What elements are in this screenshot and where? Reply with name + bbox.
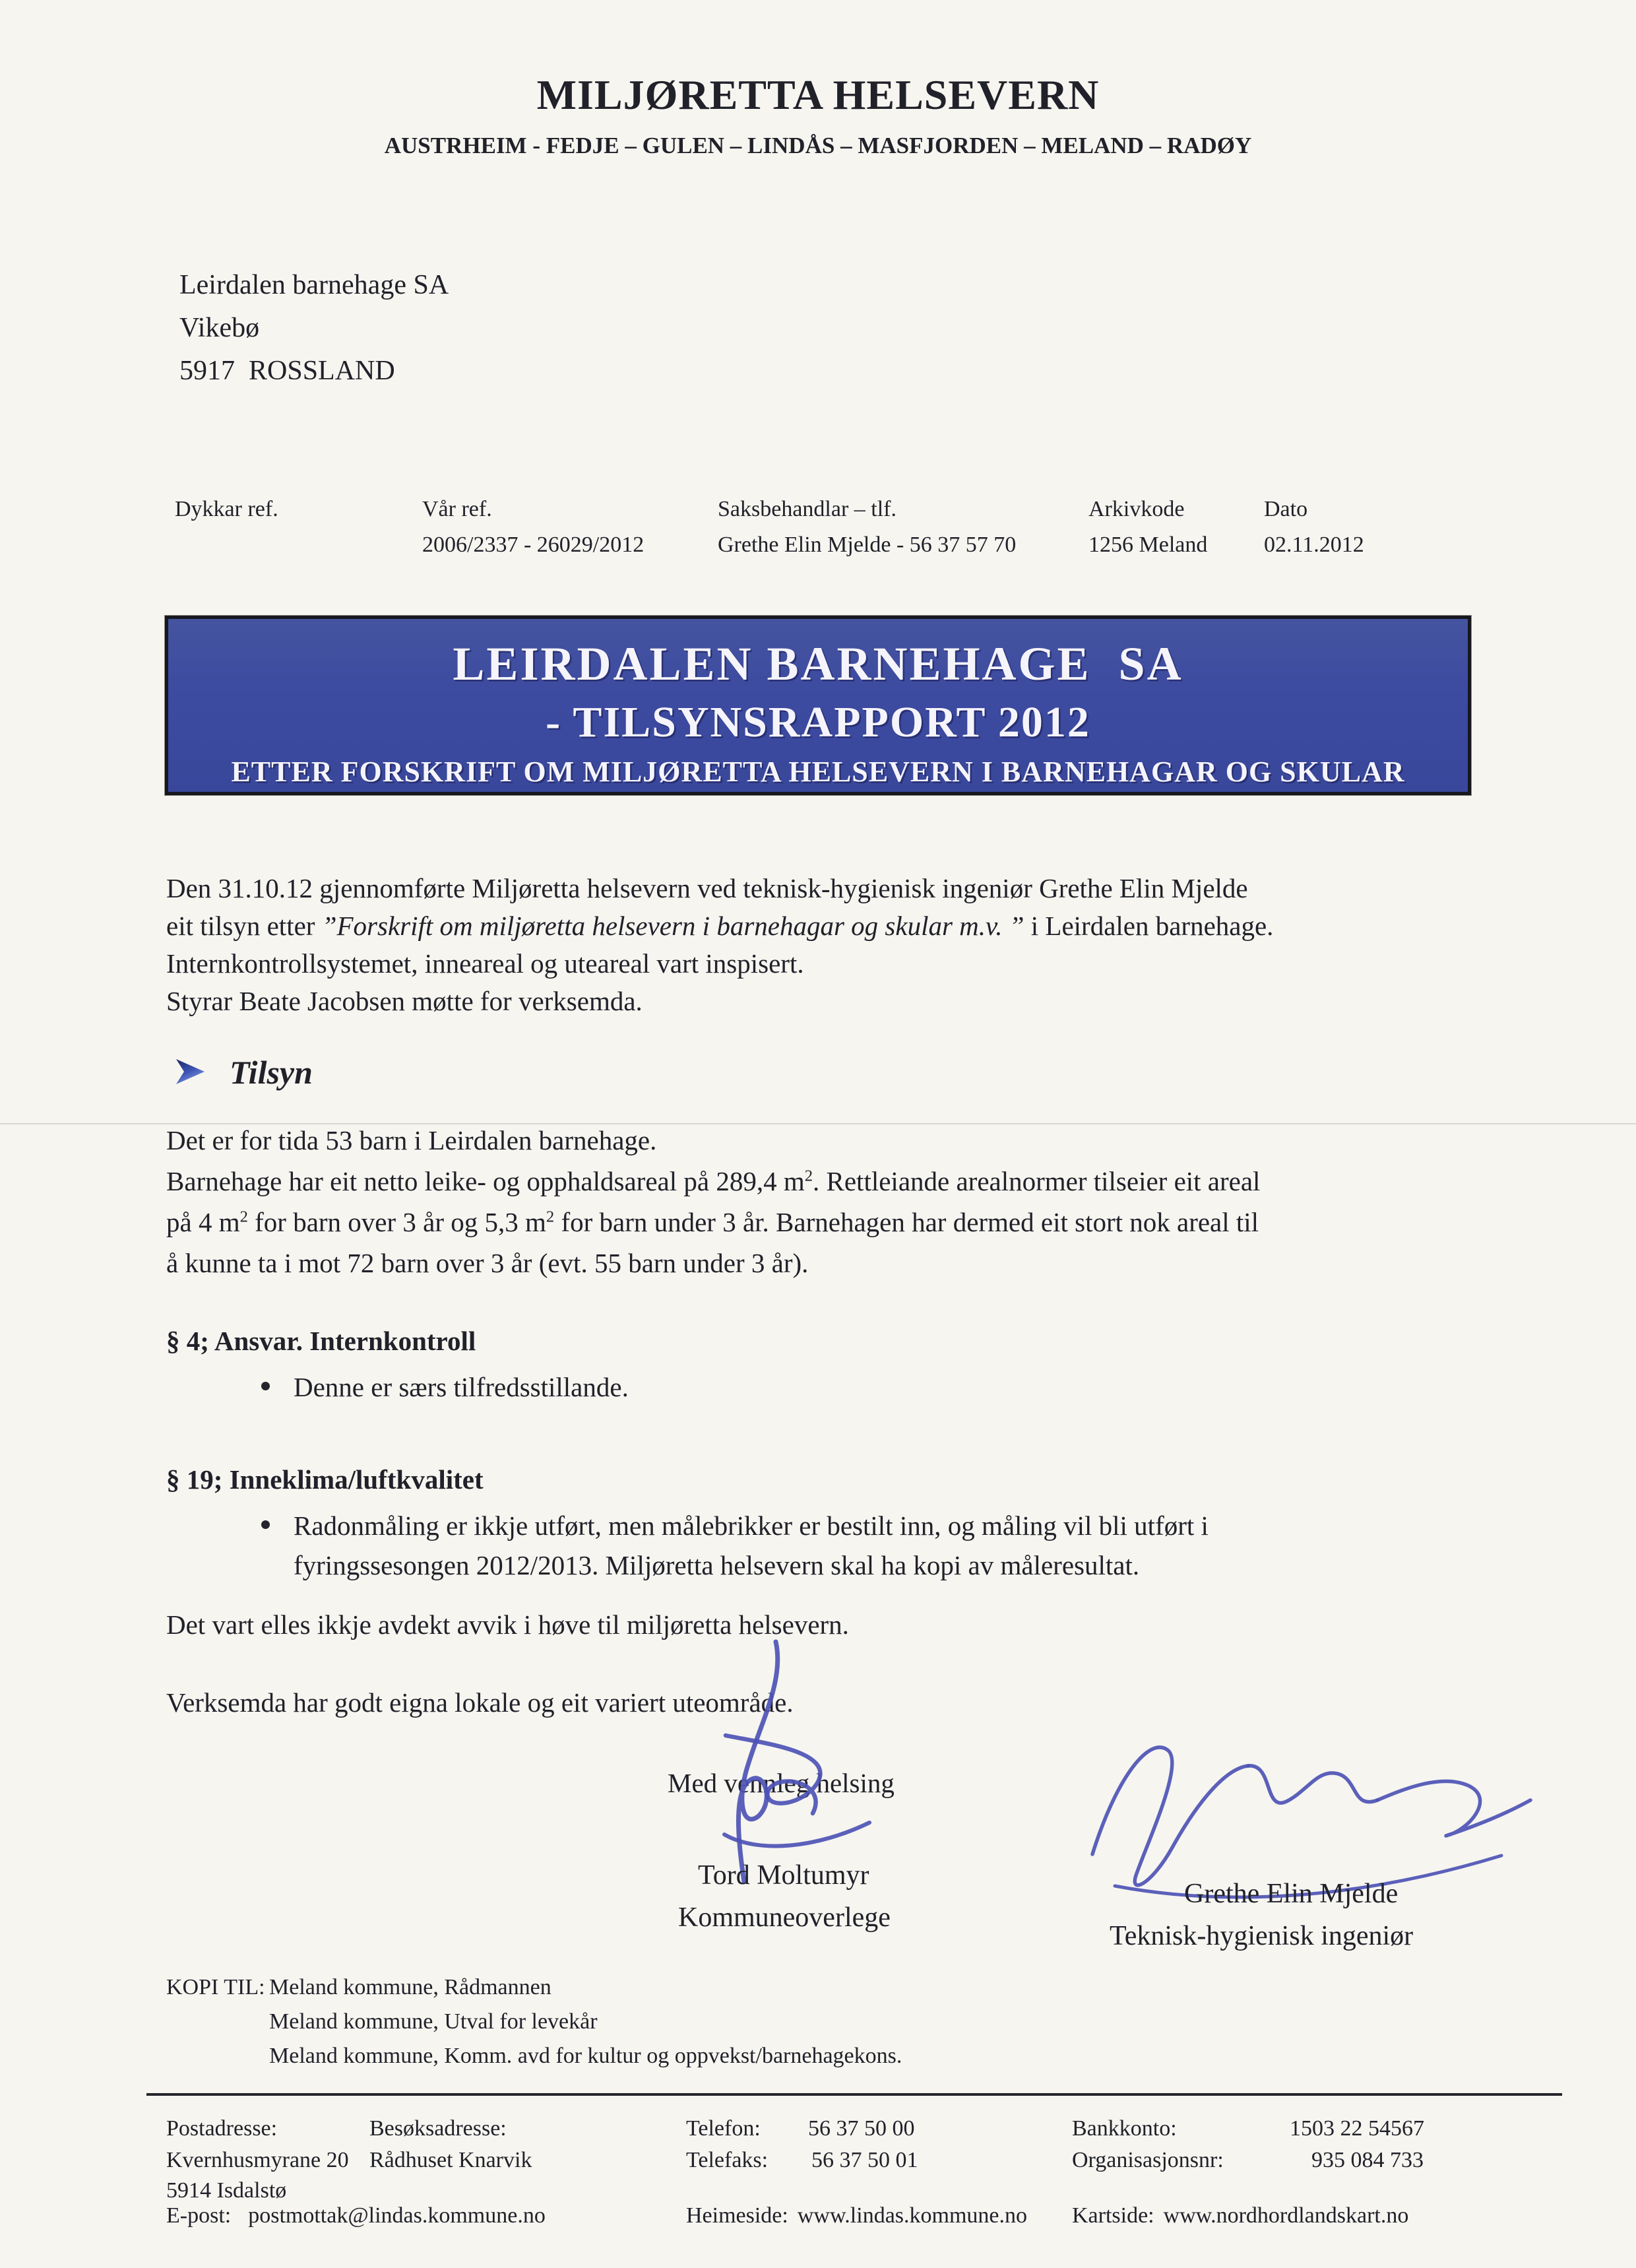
closing-p1: Det vart elles ikkje avdekt avvik i høve til miljøretta helsevern. [166, 1609, 849, 1640]
signer-right-name: Grethe Elin Mjelde [1184, 1879, 1399, 1909]
recipient-postal: 5917 ROSSLAND [179, 356, 395, 386]
letterhead-org-name: MILJØRETTA HELSEVERN [536, 71, 1100, 118]
intro-line2 [166, 910, 1273, 942]
footer-besok-value: Rådhuset Knarvik [369, 2148, 532, 2172]
tilsyn-p2-line1 [166, 1165, 1260, 1197]
footer-heimeside-label: Heimeside: [686, 2203, 788, 2228]
sup-2: 2 [239, 1208, 248, 1226]
title-banner [165, 616, 1471, 795]
section19-bullet-line1: Radonmåling er ikkje utført, men målebrikker er bestilt inn, og måling vil bli utført i [294, 1510, 1209, 1541]
ref-dykkar-label: Dykkar ref. [175, 497, 278, 521]
arrow-bullet-icon [173, 1056, 207, 1091]
footer-orgnr-value: 935 084 733 [1311, 2148, 1424, 2172]
tilsyn-p2-l1b: . Rettleiande arealnormer tilseier eit areal [813, 1166, 1261, 1196]
section4-bullet-text: Denne er særs tilfredsstillande. [294, 1372, 629, 1402]
kopi-item: Meland kommune, Rådmannen [269, 1975, 551, 1999]
recipient-street: Vikebø [179, 313, 260, 343]
footer-kartside-label: Kartside: [1072, 2203, 1154, 2228]
footer-bankkonto-value: 1503 22 54567 [1290, 2116, 1424, 2141]
recipient-name: Leirdalen barnehage SA [179, 270, 449, 300]
footer-postadresse-line2: 5914 Isdalstø [166, 2178, 287, 2203]
footer-heimeside [686, 2203, 1027, 2229]
kopi-label: KOPI TIL: [166, 1975, 265, 1999]
banner-title-line2: - TILSYNSRAPPORT 2012 [546, 698, 1090, 746]
intro-line2-pre: eit tilsyn etter [166, 911, 322, 941]
tilsyn-heading: Tilsyn [230, 1054, 313, 1091]
ref-saksbehandlar-value: Grethe Elin Mjelde - 56 37 57 70 [718, 533, 1017, 557]
intro-line4: Styrar Beate Jacobsen møtte for verksemda. [166, 986, 643, 1016]
footer-kartside-value: www.nordhordlandskart.no [1163, 2203, 1409, 2228]
footer-epost [166, 2203, 546, 2229]
intro-line1: Den 31.10.12 gjennomførte Miljøretta helsevern ved teknisk-hygienisk ingeniør Grethe Elin Mjelde [166, 873, 1248, 903]
footer-besok-label: Besøksadresse: [369, 2116, 507, 2141]
tilsyn-p2-l2c: for barn under 3 år. Barnehagen har dermed eit stort nok areal til [554, 1207, 1259, 1237]
tilsyn-p2-line3: å kunne ta i mot 72 barn over 3 år (evt. 55 barn under 3 år). [166, 1248, 809, 1278]
ref-var-label: Vår ref. [422, 497, 492, 521]
footer-kartside [1072, 2203, 1408, 2229]
footer-postadresse-label: Postadresse: [166, 2116, 278, 2141]
closing-p2: Verksemda har godt eigna lokale og eit variert uteområde. [166, 1687, 794, 1718]
footer-heimeside-value: www.lindas.kommune.no [797, 2203, 1027, 2228]
banner-subtitle: ETTER FORSKRIFT OM MILJØRETTA HELSEVERN I BARNEHAGAR OG SKULAR [231, 756, 1405, 788]
kopi-item: Meland kommune, Utval for levekår [269, 2009, 598, 2034]
intro-line2-post: i Leirdalen barnehage. [1024, 911, 1274, 941]
signer-left-name: Tord Moltumyr [698, 1860, 869, 1891]
ref-var-value: 2006/2337 - 26029/2012 [422, 533, 645, 557]
signer-right-title: Teknisk-hygienisk ingeniør [1110, 1921, 1414, 1951]
footer-telefaks-label: Telefaks: [686, 2148, 769, 2172]
sup-2: 2 [804, 1167, 813, 1185]
footer-telefaks-value: 56 37 50 01 [811, 2148, 918, 2172]
tilsyn-p1: Det er for tida 53 barn i Leirdalen barnehage. [166, 1125, 657, 1155]
section4-heading: § 4; Ansvar. Internkontroll [166, 1326, 476, 1356]
section19-bullet-line2: fyringssesongen 2012/2013. Miljøretta helsevern skal ha kopi av måleresultat. [294, 1550, 1140, 1580]
kopi-item: Meland kommune, Komm. avd for kultur og oppvekst/barnehagekons. [269, 2044, 902, 2068]
footer-bankkonto-label: Bankkonto: [1072, 2116, 1177, 2141]
sup-2: 2 [546, 1208, 555, 1226]
tilsyn-p2-l2a: på 4 m [166, 1207, 240, 1237]
letterhead-municipalities: AUSTRHEIM - FEDJE – GULEN – LINDÅS – MASFJORDEN – MELAND – RADØY [384, 133, 1252, 158]
ref-dato-label: Dato [1264, 497, 1308, 521]
footer-telefon-label: Telefon: [686, 2116, 761, 2141]
footer-postadresse-line1: Kvernhusmyrane 20 [166, 2148, 349, 2172]
bullet-icon [261, 1520, 270, 1529]
salutation: Med vennleg helsing [668, 1768, 895, 1798]
signer-left-title: Kommuneoverlege [678, 1902, 891, 1933]
ref-arkivkode-label: Arkivkode [1088, 497, 1185, 521]
tilsyn-p2-l1a: Barnehage har eit netto leike- og opphaldsareal på 289,4 m [166, 1166, 805, 1196]
intro-line3: Internkontrollsystemet, inneareal og uteareal vart inspisert. [166, 948, 804, 979]
section19-heading: § 19; Inneklima/luftkvalitet [166, 1464, 484, 1495]
footer-divider [146, 2093, 1562, 2096]
footer-orgnr-label: Organisasjonsnr: [1072, 2148, 1224, 2172]
intro-quote: ”Forskrift om miljøretta helsevern i barnehagar og skular m.v. ” [321, 911, 1024, 941]
tilsyn-p2-l2b: for barn over 3 år og 5,3 m [247, 1207, 546, 1237]
ref-saksbehandlar-label: Saksbehandlar – tlf. [718, 497, 897, 521]
tilsyn-p2-line2 [166, 1206, 1259, 1238]
footer-epost-label: E-post: [166, 2203, 232, 2228]
ref-arkivkode-value: 1256 Meland [1088, 533, 1208, 557]
footer-telefon-value: 56 37 50 00 [808, 2116, 915, 2141]
ref-dato-value: 02.11.2012 [1264, 533, 1364, 557]
bullet-icon [261, 1382, 270, 1390]
banner-title-line1: LEIRDALEN BARNEHAGE SA [453, 637, 1183, 690]
footer-epost-value: postmottak@lindas.kommune.no [248, 2203, 546, 2228]
